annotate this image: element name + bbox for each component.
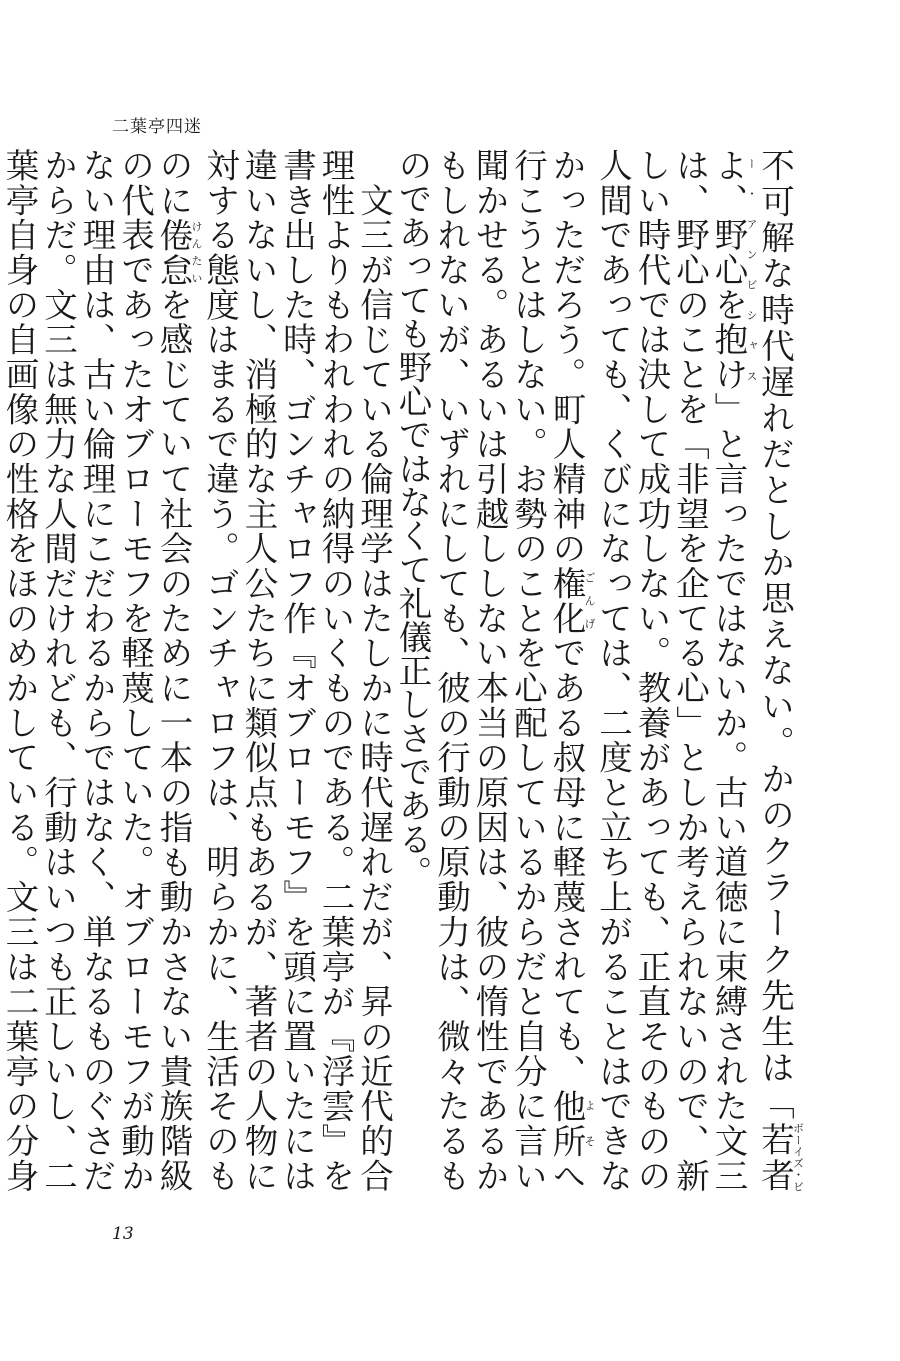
ruby-base: 他所 — [547, 1088, 586, 1159]
text-run: 不可解な時代遅れだとしか思えない。かのクラーク先生は「 — [755, 148, 795, 1123]
text-run: 」と言ったではないか。古い道徳に束縛された文三は、野心のことを「非望を企てる心」としか考えられないので、新しい時代では決して成功しない。教養があっても、正直そのものの人間であっても、くびになっては、二度と立ち上がることはできなかっただろう。町人精神の — [547, 148, 748, 1192]
paragraph — [393, 148, 805, 1192]
text-run: 文三が信じている倫理学はたしかに時代遅れだが、昇の近代的合理性よりもわれわれの納得のいくものである。二葉亭が『浮雲』を書き出した時、ゴンチャロフ作『オブローモフ』を頭に置いたには違いないし、消極的な主人公たちに類似点もあるが、著者の人物に対する態度はまるで違う。ゴンチャロフは、明らかに、生活そのものに — [154, 148, 394, 1192]
ruby-base: 権化 — [547, 566, 586, 636]
ruby-annotation — [547, 566, 596, 636]
text-run: である叔母に軽蔑されても、 — [547, 635, 586, 1089]
ruby-reading: ボーイズ・ビー・アンビシャス — [745, 148, 805, 1193]
ruby-reading: けんたい — [190, 217, 203, 287]
running-head: 二葉亭四迷 — [112, 117, 202, 137]
page-number: 13 — [112, 1224, 134, 1244]
body-text — [0, 148, 805, 1193]
paragraph — [0, 148, 393, 1192]
ruby-annotation — [154, 217, 203, 288]
ruby-reading: よそ — [583, 1088, 596, 1158]
ruby-annotation — [547, 1088, 596, 1159]
text-run: を感じていて社会のために一本の指も動かさない貴族階級の代表であったオブローモフを軽蔑していた。オブローモフが動かない理由は、古い倫理にこだわるからではなく、単なるものぐさだからだ。文三は無力な人間だけれども、行動はいつも正しいし、二葉亭自身の自画像の性格をほのめかしている。文三は二葉亭の分身 — [0, 148, 193, 1193]
ruby-base: 若者よ、野心を抱け — [709, 148, 795, 1193]
ruby-base: 倦怠 — [154, 217, 193, 288]
text-run: へ行こうとはしない。お勢のことを心配しているからだと自分に言い聞かせる。あるいは引越ししない本当の原因は、彼の惰性であるかもしれないが、いずれにしても、彼の行動の原動力は、微々たるものであっても野心ではなくて礼儀正しさである。 — [393, 148, 586, 1193]
ruby-reading: ごんげ — [583, 566, 596, 635]
